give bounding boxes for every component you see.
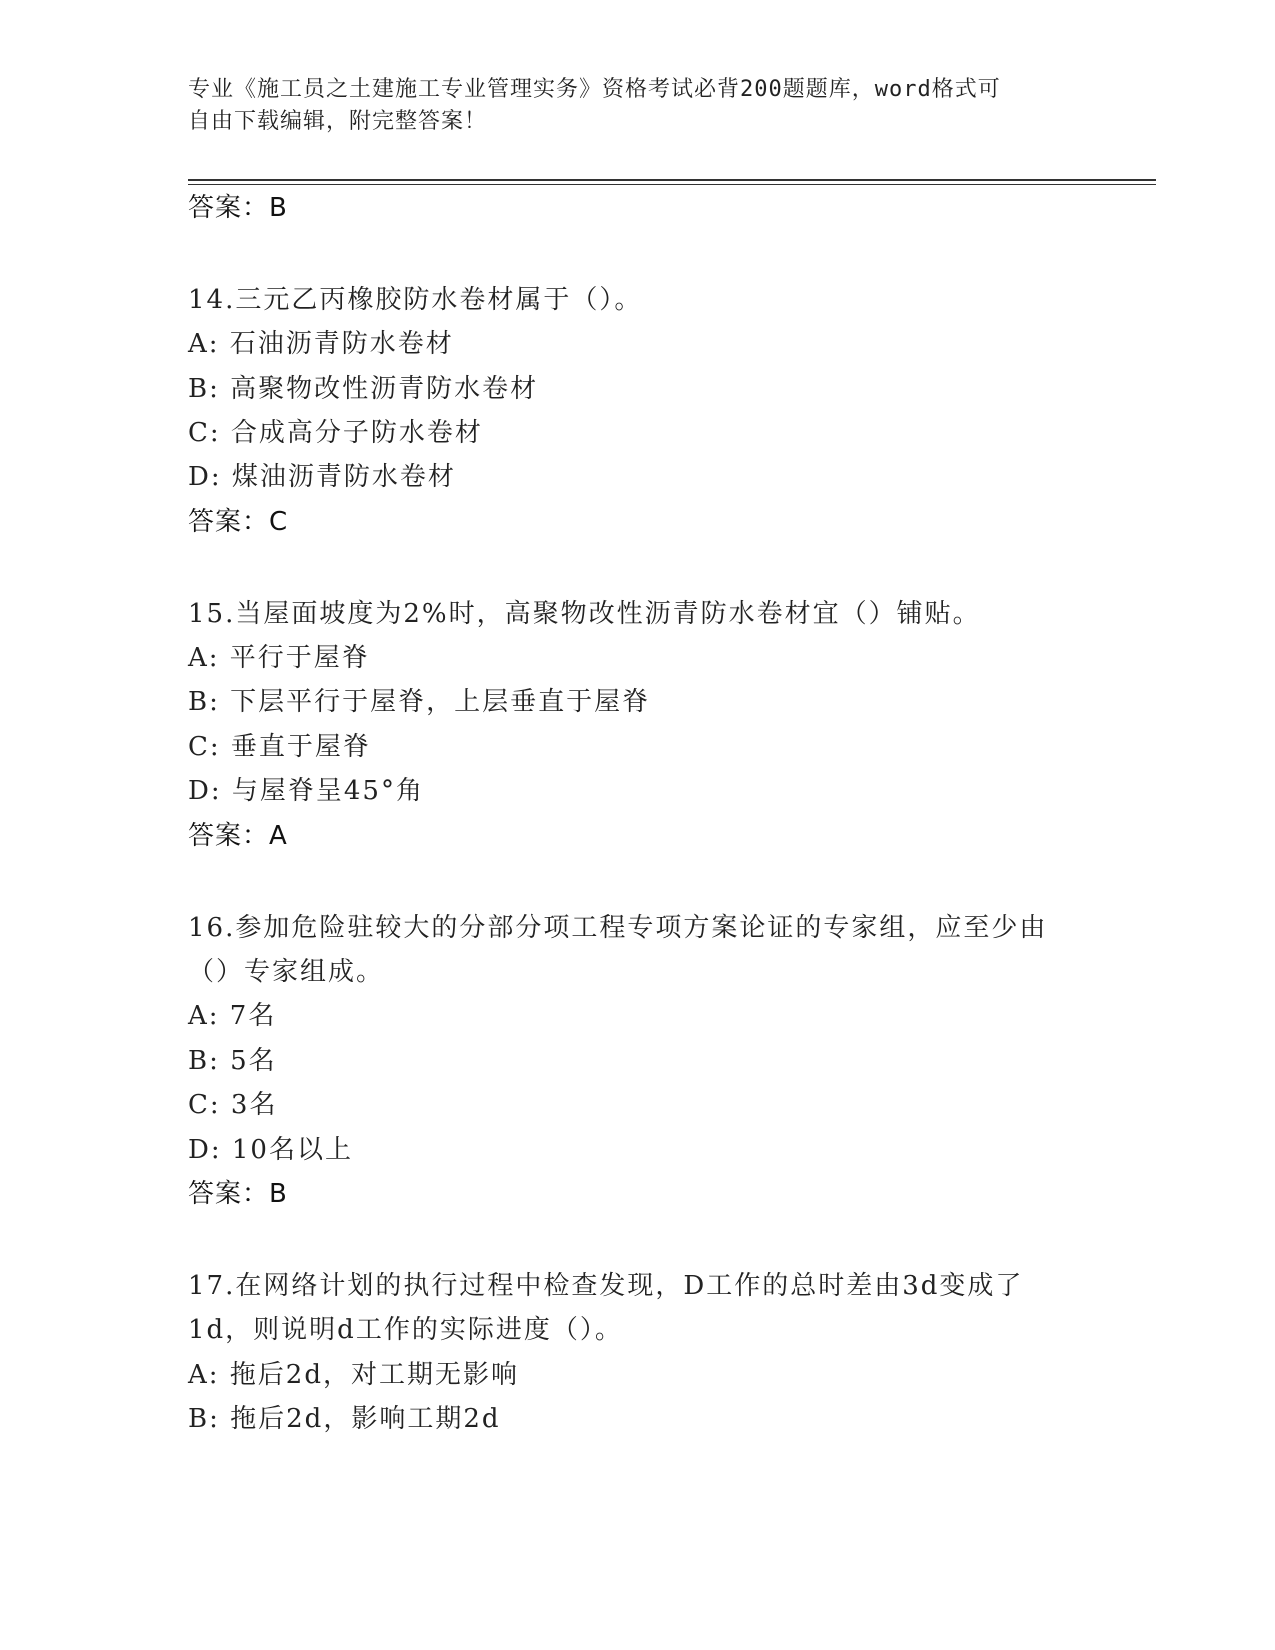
q15-option-c: C: 垂直于屋脊: [188, 732, 371, 762]
q17-option-b: B: 拖后2d，影响工期2d: [188, 1404, 501, 1434]
question-15: 15.当屋面坡度为2%时，高聚物改性沥青防水卷材宜（）铺贴。: [188, 599, 981, 629]
q14-option-a: A: 石油沥青防水卷材: [188, 329, 454, 359]
q16-option-b: B: 5名: [188, 1046, 277, 1076]
header-title-line-2: 自由下载编辑，附完整答案！: [188, 109, 488, 134]
q16-option-a: A: 7名: [188, 1001, 277, 1031]
q15-option-b: B: 下层平行于屋脊，上层垂直于屋脊: [188, 687, 651, 717]
q14-option-b: B: 高聚物改性沥青防水卷材: [188, 374, 539, 404]
q14-option-d: D: 煤油沥青防水卷材: [188, 462, 456, 492]
question-17-line-1: 17.在网络计划的执行过程中检查发现，D工作的总时差由3d变成了: [188, 1271, 1024, 1301]
q14-answer: 答案：C: [188, 507, 289, 537]
question-17-line-2: 1d，则说明d工作的实际进度（）。: [188, 1315, 623, 1345]
header-divider-thick: [188, 179, 1156, 181]
question-16-line-2: （）专家组成。: [188, 957, 385, 987]
question-14: 14.三元乙丙橡胶防水卷材属于（）。: [188, 285, 643, 315]
question-16-line-1: 16.参加危险驻较大的分部分项工程专项方案论证的专家组，应至少由: [188, 913, 1048, 943]
q15-answer: 答案：A: [188, 821, 288, 851]
header-divider-thin: [188, 184, 1156, 185]
header-title-line-1: 专业《施工员之土建施工专业管理实务》资格考试必背200题题库，word格式可: [188, 77, 1001, 102]
document-header: [188, 74, 1068, 138]
answer-13: 答案：B: [188, 193, 288, 223]
q16-option-d: D: 10名以上: [188, 1135, 353, 1165]
q16-option-c: C: 3名: [188, 1090, 278, 1120]
q15-option-a: A: 平行于屋脊: [188, 643, 370, 673]
q16-answer: 答案：B: [188, 1179, 288, 1209]
q15-option-d: D: 与屋脊呈45°角: [188, 776, 424, 806]
q17-option-a: A: 拖后2d，对工期无影响: [188, 1360, 519, 1390]
q14-option-c: C: 合成高分子防水卷材: [188, 418, 483, 448]
